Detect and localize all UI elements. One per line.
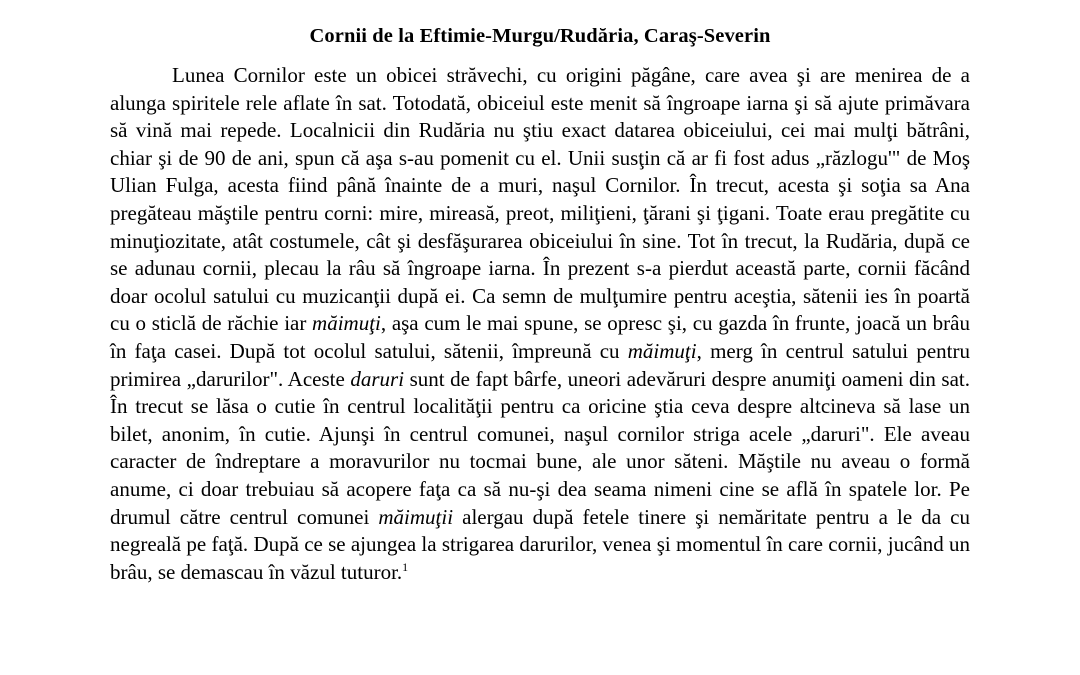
paragraph-segment-2: , aşa cum le mai spune, se opresc şi, cu gazda în frunte, joacă un brâu în faţa casei. După tot ocolul satului, sătenii, împreună cu — [110, 311, 970, 363]
paragraph — [110, 62, 970, 586]
emphasis-daruri: daruri — [350, 366, 405, 391]
emphasis-maimutii: măimuţii — [378, 504, 454, 529]
footnote-reference-marker[interactable]: 1 — [402, 559, 409, 574]
paragraph-segment-5: alergau după fetele tinere şi nemăritate pentru a le da cu negreală pe faţă. După ce se ajungea la strigarea darurilor, venea şi momentul în care cornii, jucând un brâu, se demascau în văzul tuturor. — [110, 504, 970, 584]
body-text-block — [110, 62, 970, 586]
emphasis-maimuti-2: măimuţi — [627, 338, 697, 363]
page-title: Cornii de la Eftimie-Murgu/Rudăria, Caraş-Severin — [309, 24, 771, 47]
paragraph-segment-3: , merg în centrul satului pentru primirea „darurilor". Aceste — [110, 338, 970, 391]
emphasis-maimuti-1: măimuţi — [312, 311, 381, 336]
paragraph-segment-4: sunt de fapt bârfe, uneori adevăruri despre anumiţi oameni din sat. În trecut se lăsa o cutie în centrul localităţii pentru ca oricine ştia ceva despre altcineva să lase un bilet, anonim, în cutie. Ajunşi în centrul comunei, naşul cornilor striga acele „daruri". Ele aveau caracter de îndreptare a moravurilor nu tocmai bune, ale unor săteni. Măştile nu aveau o formă anume, ci doar trebuiau să acopere faţa ca să nu-şi dea seama nimeni cine se află în spatele lor. Pe drumul către centrul comunei — [110, 366, 970, 529]
paragraph-segment-1: Lunea Cornilor este un obicei străvechi, cu origini păgâne, care avea şi are menirea de a alunga spiritele rele aflate în sat. Totodată, obiceiul este menit să îngroape iarna şi să ajute primăvara să vină mai repede. Localnicii din Rudăria nu ştiu exact datarea obiceiului, cei mai mulţi bătrâni, chiar şi de 90 de ani, spun că aşa s-au pomenit cu el. Unii susţin că ar fi fost adus „răzlogu'" de Moş Ulian Fulga, acesta fiind până înainte de a muri, naşul Cornilor. În trecut, acesta şi soţia sa Ana pregăteau măştile pentru corni: mire, mireasă, preot, miliţieni, ţărani şi ţigani. Toate erau pregătite cu minuţiozitate, atât costumele, cât şi desfăşurarea obiceiului în sine. Tot în trecut, la Rudăria, după ce se adunau cornii, plecau la râu să îngroape iarna. În prezent s-a pierdut această parte, cornii făcând doar ocolul satului cu muzicanţii după ei. Ca semn de mulţumire pentru aceştia, sătenii ies în poartă cu o sticlă de răchie iar — [110, 63, 970, 336]
